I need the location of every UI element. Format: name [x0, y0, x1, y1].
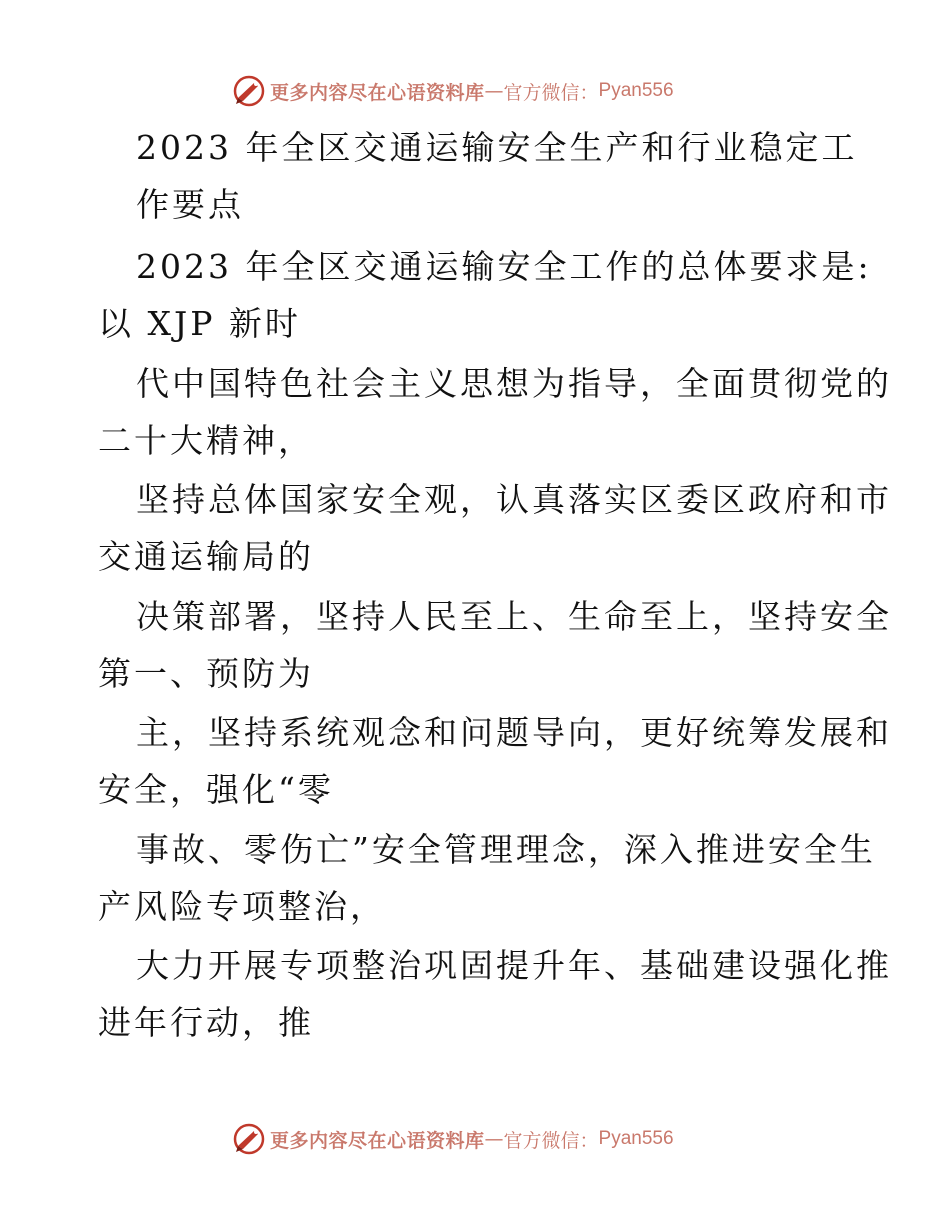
title-line-2: 作要点	[136, 185, 244, 224]
watermark-site: 更多内容尽在心语资料库	[270, 1129, 485, 1152]
watermark-wechat-id: Pyan556	[598, 80, 674, 101]
watermark-banner-top	[232, 74, 712, 108]
body-line: 决策部署，坚持人民至上、生命至上，坚持安全	[136, 597, 892, 636]
body-line: 进年行动，推	[98, 1003, 314, 1042]
watermark-wechat-label: 官方微信：	[503, 81, 599, 104]
title-line-1: 2023 年全区交通运输安全生产和行业稳定工	[136, 128, 858, 167]
body-line: 大力开展专项整治巩固提升年、基础建设强化推	[136, 946, 892, 985]
body-line: 安全，强化“零	[98, 770, 334, 809]
body-line: 主，坚持系统观念和问题导向，更好统筹发展和	[136, 713, 892, 752]
watermark-banner-bottom	[232, 1122, 712, 1156]
body-line: 事故、零伤亡”安全管理理念，深入推进安全生	[136, 830, 876, 869]
watermark-wechat-id: Pyan556	[598, 1128, 674, 1149]
body-line: 代中国特色社会主义思想为指导，全面贯彻党的	[136, 364, 892, 403]
body-line: 交通运输局的	[98, 537, 314, 576]
pen-logo-icon	[232, 74, 266, 108]
body-line: 产风险专项整治，	[98, 887, 386, 926]
pen-logo-icon	[232, 1122, 266, 1156]
watermark-separator: —	[484, 1128, 504, 1150]
body-line: 以 XJP 新时	[98, 304, 301, 343]
body-line: 2023 年全区交通运输安全工作的总体要求是:	[136, 247, 872, 286]
body-line: 二十大精神，	[98, 421, 314, 460]
body-line: 第一、预防为	[98, 654, 314, 693]
body-line: 坚持总体国家安全观，认真落实区委区政府和市	[136, 480, 892, 519]
watermark-separator: —	[484, 80, 504, 102]
watermark-wechat-label: 官方微信：	[503, 1129, 599, 1152]
watermark-site: 更多内容尽在心语资料库	[270, 81, 485, 104]
